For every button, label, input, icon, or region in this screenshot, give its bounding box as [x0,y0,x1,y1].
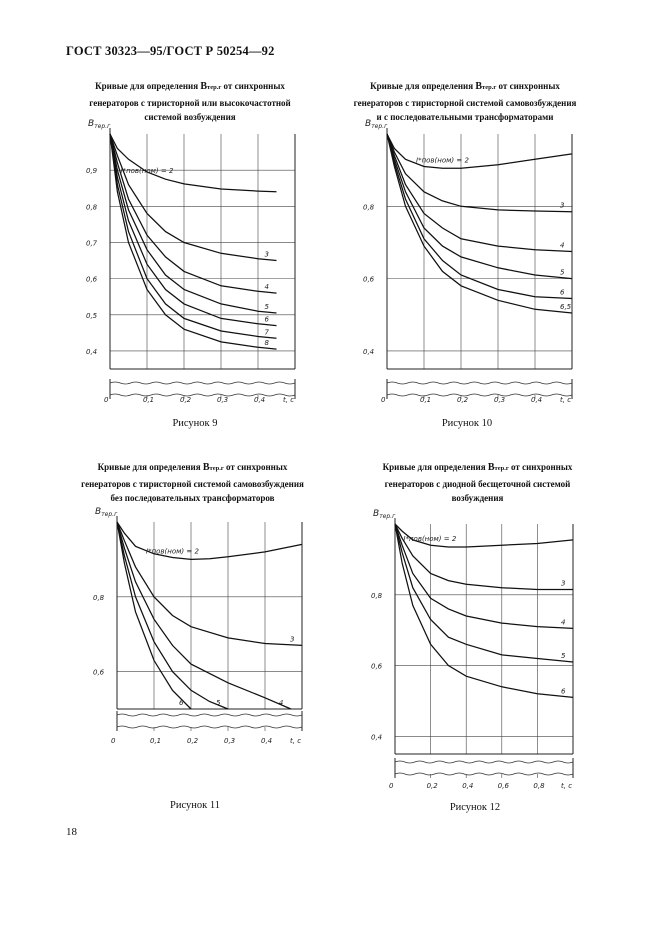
y-tick-label: 0,6 [363,275,375,284]
y-tick-label: 0,7 [86,239,98,248]
curve-4 [395,524,573,662]
x-tick-label: 0,4 [462,782,474,790]
axis-break-line [110,382,295,384]
x-tick-label: 0,2 [426,782,438,790]
x-tick-label: 0,4 [261,737,273,745]
curve-label-6: 6 [560,288,565,297]
figure-11-title: Кривые для определения Bтер.г от синхронных генераторов с тиристорной системой самовозбуждения без последовательных трансформаторов [81,462,304,504]
y-tick-label: 0,8 [371,591,383,600]
figure-12-caption: Рисунок 12 [449,802,501,813]
curve-label-3: 3 [561,579,566,588]
curve-2 [110,134,277,261]
page-number: 18 [66,826,77,838]
curve-label-5: 5 [264,302,269,311]
axis-break-line [117,714,302,716]
figure-11-chart [92,508,317,753]
x-tick-label: 0,1 [150,737,162,745]
y-tick-label: 0,4 [363,347,375,356]
y-tick-label: 0,6 [371,662,383,671]
figure-10-title: Кривые для определения Bтер.г от синхронных генераторов с тиристорной системой самовозбуждения и с последовательными трансформаторами [353,81,577,123]
axis-break-line [395,773,573,775]
curve-label-3: 3 [290,635,295,644]
x-axis-label: t, с [561,782,573,790]
curve-1 [117,522,302,559]
figure-10-chart [362,118,587,418]
x-tick-label: 0,8 [533,782,545,790]
curve-label-5: 5 [216,699,221,707]
figure-11-caption: Рисунок 11 [170,800,220,811]
curve-2 [395,524,573,590]
document-header: ГОСТ 30323—95/ГОСТ Р 50254—92 [66,44,275,58]
x-tick-label: 0 [104,396,109,404]
y-axis-label: Bтер.г [95,507,118,518]
curve-label-4: 4 [560,241,565,250]
curve-1 [387,134,572,168]
x-tick-label: 0 [111,737,116,745]
y-tick-label: 0,4 [371,733,383,742]
y-tick-label: 0,6 [86,275,98,284]
figure-12-chart [370,508,595,798]
x-tick-label: 0,6 [497,782,509,790]
x-tick-label: 0 [381,396,386,404]
x-axis-label: t, с [290,737,302,745]
x-tick-label: 0,3 [494,396,506,404]
x-tick-label: 0,2 [457,396,469,404]
axis-break-line [117,726,302,728]
curve-6 [387,134,572,313]
curve-label-5: 5 [561,652,566,660]
curve-label-4: 4 [278,699,284,707]
curve-3 [387,134,572,252]
x-tick-label: 0,3 [224,737,236,745]
y-tick-label: 0,4 [86,347,98,356]
axis-break-line [387,394,572,396]
x-tick-label: 0,3 [217,396,229,404]
x-axis-label: t, с [283,396,295,404]
x-tick-label: 0,1 [143,396,155,404]
x-tick-label: 0,4 [254,396,266,404]
curve-5 [110,134,277,326]
curve-label-6: 6 [561,687,566,696]
figure-9-chart [85,118,310,418]
curve-label-6: 6 [264,315,269,324]
y-tick-label: 0,8 [86,203,98,212]
y-tick-label: 0,6 [93,668,105,677]
y-tick-label: 0,8 [93,593,105,602]
curve-4 [110,134,277,313]
curve-label-6,5: 6,5 [560,302,572,311]
figure-9-caption: Рисунок 9 [172,418,218,429]
curve-label-6: 6 [179,699,184,707]
curve-label-4: 4 [264,283,269,292]
x-tick-label: 0,4 [531,396,543,404]
x-tick-label: 0,2 [187,737,199,745]
x-tick-label: 0,2 [180,396,192,404]
axis-break-line [110,394,295,396]
figure-9-title: Кривые для определения Bтер.г от синхронных генераторов с тиристорной или высокочастотной системой возбуждения [89,81,291,123]
curve-2 [117,522,302,645]
curve-label-5: 5 [560,268,565,277]
figure-12-title: Кривые для определения Bтер.г от синхронных генераторов с диодной бесщеточной системой возбуждения [382,462,573,504]
y-tick-label: 0,8 [363,203,375,212]
curve-label-2: I*пов(ном) = 2 [403,535,457,543]
curve-label-3: 3 [264,250,269,259]
curve-label-7: 7 [264,328,269,337]
curve-3 [110,134,277,293]
axis-break-line [387,382,572,384]
curve-label-2: I*пов(ном) = 2 [146,547,199,556]
curve-label-8: 8 [264,339,269,348]
y-tick-label: 0,5 [86,311,98,320]
x-tick-label: 0 [389,782,394,790]
figure-10-caption: Рисунок 10 [441,418,493,429]
y-tick-label: 0,9 [86,167,98,176]
curve-5 [395,524,573,697]
x-tick-label: 0,1 [420,396,432,404]
curve-1 [110,134,277,192]
curve-label-2: I*пов(ном) = 2 [120,167,174,176]
curve-label-2: I*пов(ном) = 2 [416,156,469,165]
axis-break-line [395,761,573,763]
curve-label-4: 4 [561,618,566,627]
curve-5 [387,134,572,299]
y-axis-label: Bтер.г [88,119,111,130]
y-axis-label: Bтер.г [365,119,388,130]
y-axis-label: Bтер.г [373,509,396,520]
x-axis-label: t, с [560,396,572,404]
curve-label-3: 3 [560,201,565,210]
